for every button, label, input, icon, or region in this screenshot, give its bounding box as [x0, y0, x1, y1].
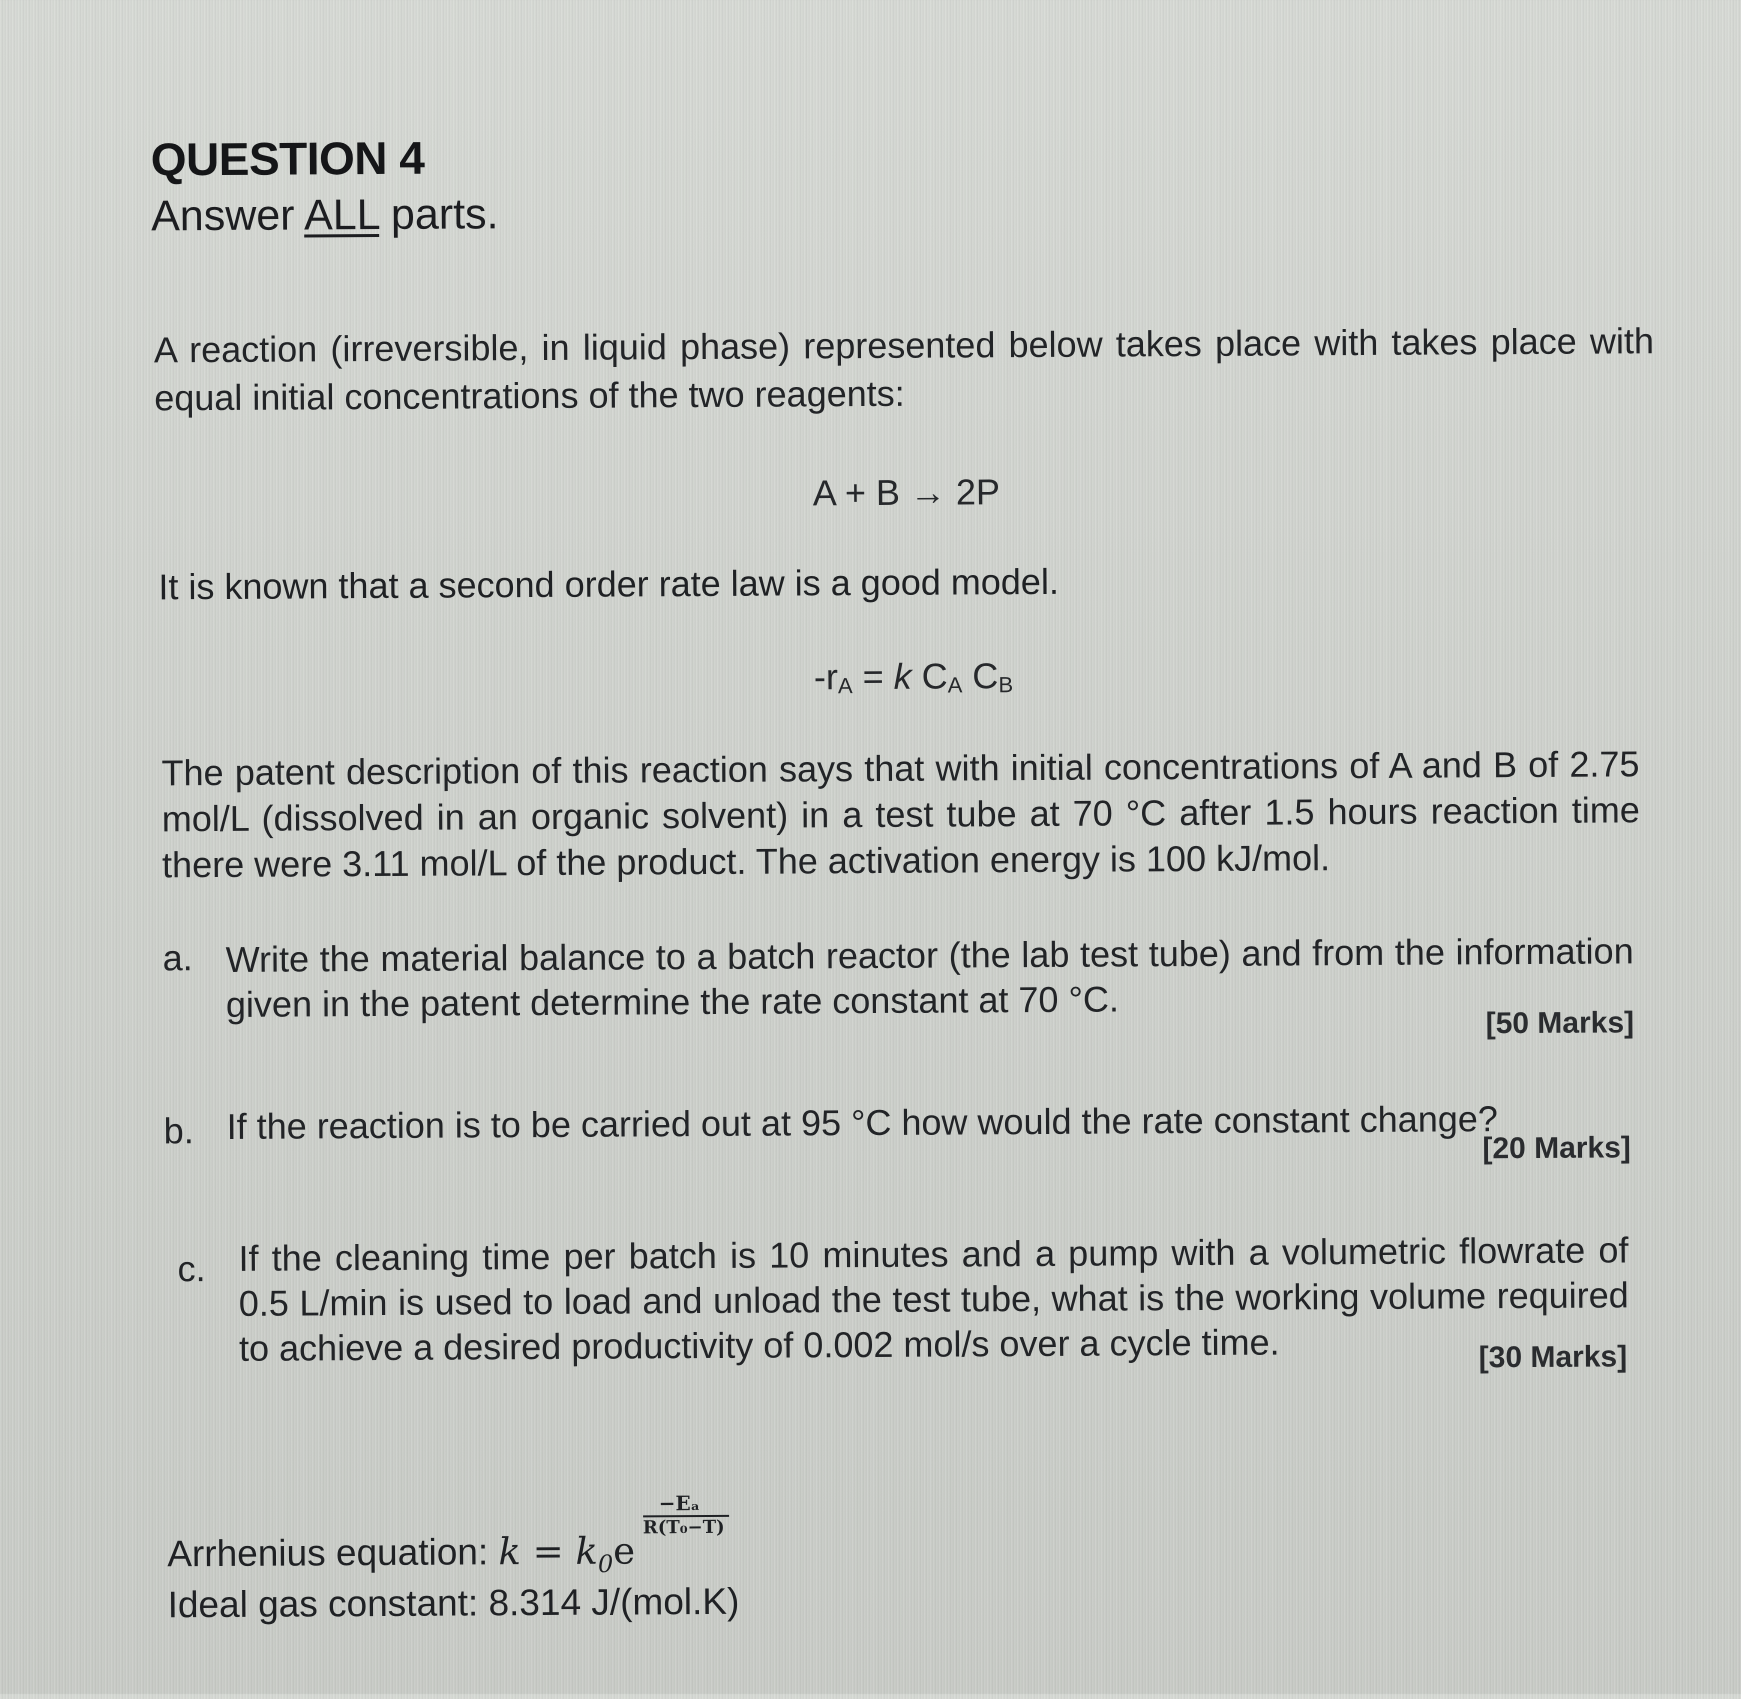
rate-lhs-sub: A [837, 673, 853, 699]
part-b-marks: [20 Marks] [1482, 1131, 1631, 1166]
exponent-denominator: R(T₀−T) [642, 1516, 725, 1539]
rate-law-equation [814, 655, 1013, 699]
conc-b-sub: B [998, 672, 1014, 698]
part-b-letter: b. [163, 1110, 194, 1152]
part-a-marks: [50 Marks] [1485, 1006, 1635, 1041]
rate-equals: = [852, 655, 894, 698]
arrhenius-exponent [635, 1491, 735, 1540]
arrhenius-k0-sub: 0 [597, 1549, 614, 1579]
patent-paragraph: The patent description of this reaction says that with initial concentrations of A and B of 2.75 mol/L (dissolved in an organic solvent) in a test tube at 70 °C after 1.5 hours reaction time there were 3.11 mol/L of the product. The activation energy is 100 kJ/mol. [161, 743, 1640, 886]
conc-b: C [962, 655, 999, 697]
intro-paragraph: A reaction (irreversible, in liquid phase) represented below takes place with takes place with equal initial concentrations of the two reagents: [153, 320, 1655, 419]
question-title: QUESTION 4 [150, 131, 425, 186]
conc-a-sub: A [947, 672, 963, 698]
part-c-text: If the cleaning time per batch is 10 minutes and a pump with a volumetric flowrate of 0.5 L/min is used to load and unload the test tube, what is the working volume required to achieve a desired productivity of 0.002 mol/s over a cycle time. [238, 1229, 1629, 1369]
gas-constant: Ideal gas constant: 8.314 J/(mol.K) [167, 1580, 740, 1626]
part-b-text: If the reaction is to be carried out at 95 °C how would the rate constant change? [226, 1098, 1498, 1147]
instruction-prefix: Answer [150, 191, 305, 241]
instruction-suffix: parts. [378, 190, 499, 239]
part-a-letter: a. [162, 937, 193, 979]
part-c-letter: c. [177, 1248, 206, 1290]
part-c-marks: [30 Marks] [1478, 1340, 1628, 1375]
arrhenius-e: e [612, 1529, 636, 1573]
arrhenius-equation [167, 1491, 735, 1581]
conc-a: C [911, 655, 948, 697]
exponent-numerator: −Eₐ [658, 1491, 701, 1516]
instruction-emphasis: ALL [303, 190, 380, 240]
instruction [151, 190, 499, 241]
part-a-text: Write the material balance to a batch reactor (the lab test tube) and from the information given in the patent determine the rate constant at 70 °C. [225, 930, 1634, 1025]
rate-constant: k [893, 655, 912, 697]
arrhenius-lhs: k = k [498, 1529, 598, 1574]
arrhenius-label: Arrhenius equation: [167, 1531, 499, 1575]
reaction-equation: A + B → 2P [812, 471, 1001, 514]
rate-lhs: -r [813, 656, 839, 698]
rate-law-sentence: It is known that a second order rate law is a good model. [158, 560, 1060, 608]
